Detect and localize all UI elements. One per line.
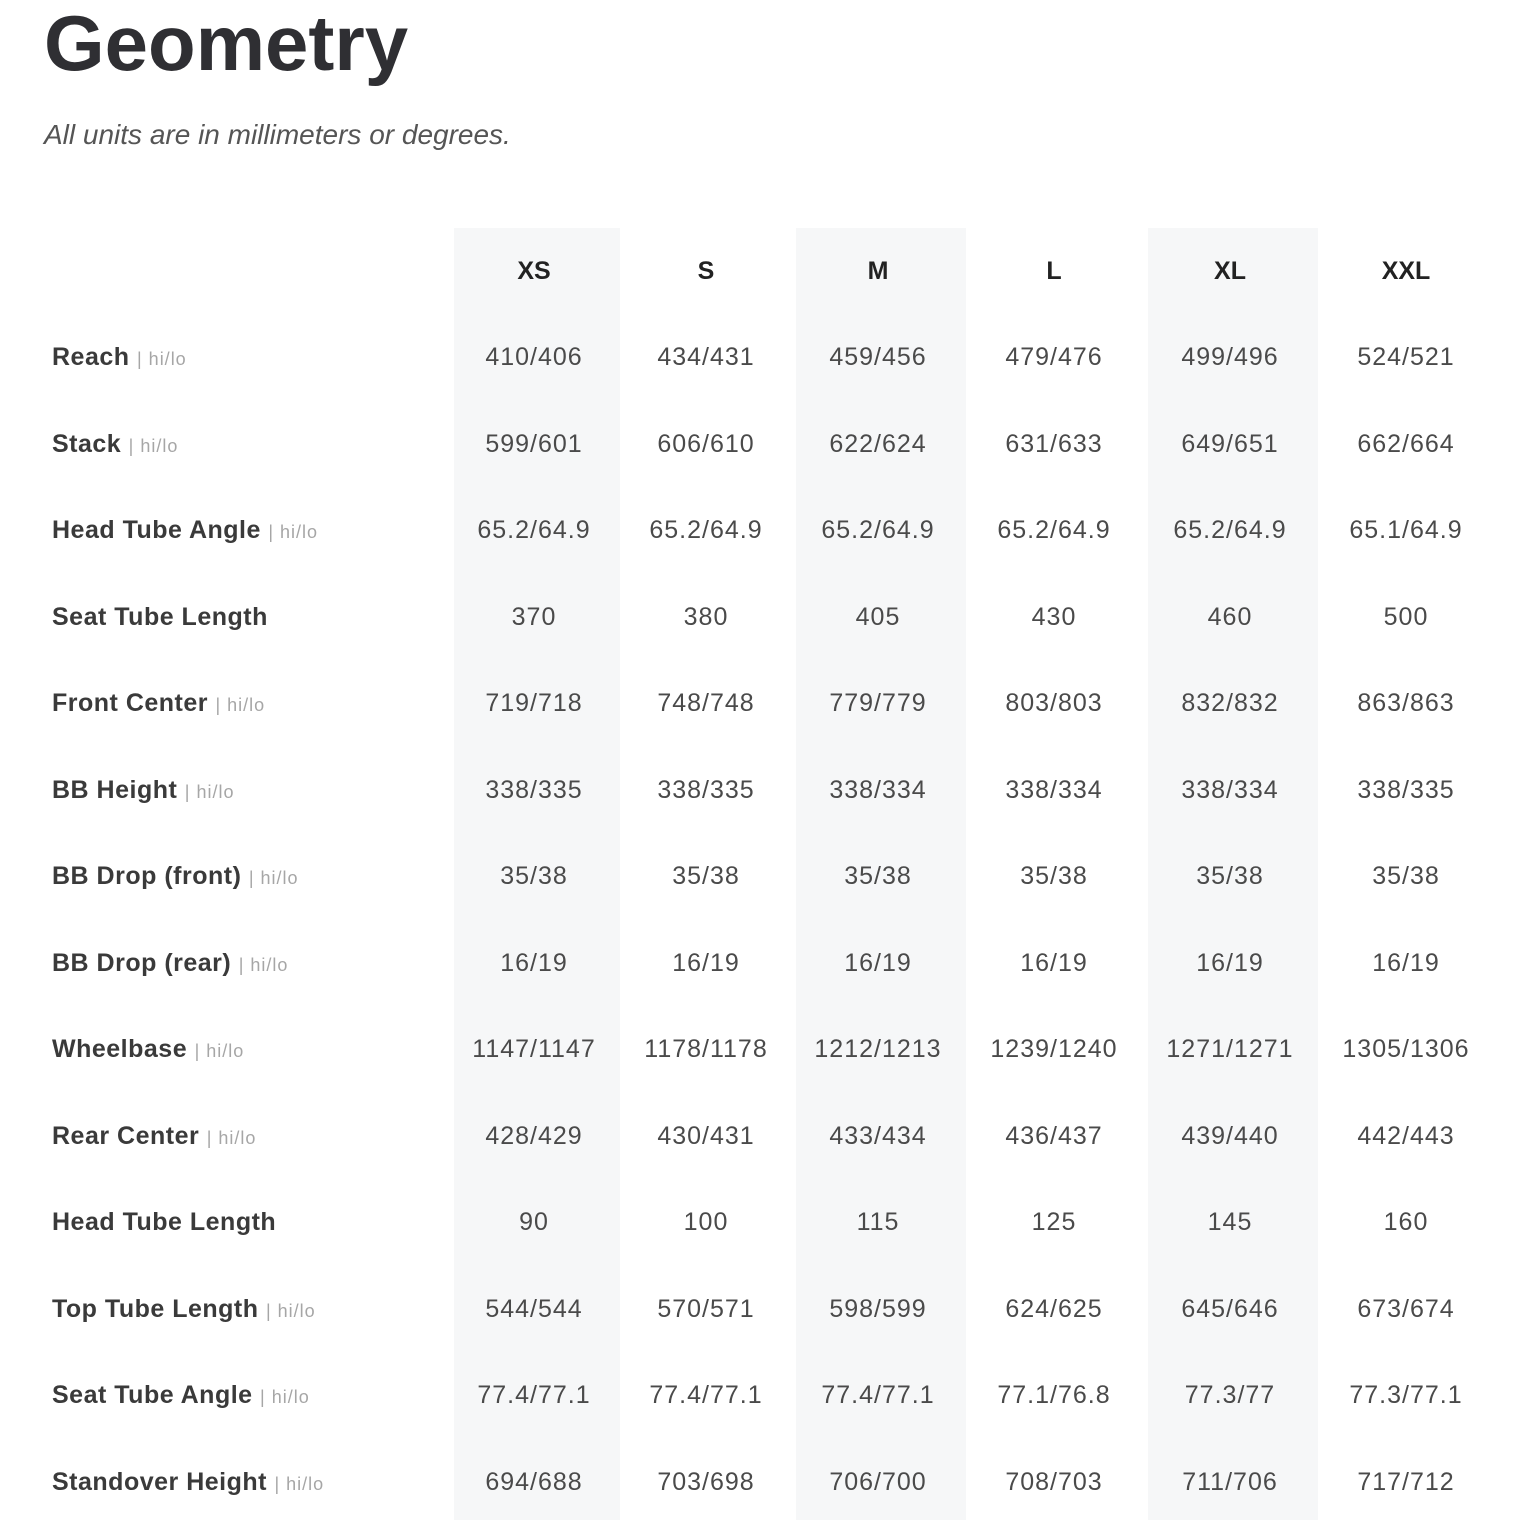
table-cell: 1239/1240 bbox=[990, 1035, 1118, 1063]
table-cell: 77.4/77.1 bbox=[821, 1381, 935, 1409]
table-cell: 694/688 bbox=[485, 1467, 583, 1496]
table-cell: 606/610 bbox=[657, 429, 755, 458]
table-row bbox=[0, 1266, 1520, 1353]
table-cell: 125 bbox=[1031, 1208, 1077, 1236]
row-label-text: BB Drop (rear) bbox=[52, 948, 232, 977]
table-cell: 442/443 bbox=[1357, 1121, 1455, 1150]
row-label bbox=[52, 1093, 256, 1180]
table-cell: 77.3/77 bbox=[1184, 1381, 1276, 1409]
row-label bbox=[52, 833, 299, 920]
table-cell: 460 bbox=[1207, 602, 1253, 631]
table-cell: 16/19 bbox=[1372, 948, 1440, 977]
table-cell: 115 bbox=[856, 1208, 900, 1236]
row-label-suffix: | hi/lo bbox=[128, 435, 179, 456]
row-label bbox=[52, 401, 178, 488]
table-cell: 430 bbox=[1031, 602, 1077, 631]
row-label-suffix: | hi/lo bbox=[268, 522, 319, 542]
table-cell: 863/863 bbox=[1357, 689, 1455, 717]
row-label bbox=[52, 660, 265, 747]
row-label-suffix: | hi/lo bbox=[248, 868, 299, 888]
row-label-text: Standover Height bbox=[52, 1467, 267, 1496]
row-label bbox=[52, 747, 234, 834]
table-cell: 622/624 bbox=[829, 429, 927, 458]
row-label bbox=[52, 1006, 244, 1093]
table-row bbox=[0, 314, 1520, 401]
table-cell: 1212/1213 bbox=[814, 1035, 942, 1063]
table-cell: 524/521 bbox=[1357, 343, 1455, 371]
table-cell: 500 bbox=[1383, 602, 1429, 631]
table-cell: 338/334 bbox=[829, 775, 927, 804]
table-cell: 673/674 bbox=[1357, 1294, 1455, 1323]
table-row bbox=[0, 1093, 1520, 1180]
table-cell: 649/651 bbox=[1181, 429, 1279, 458]
row-label-text: Front Center bbox=[52, 689, 208, 717]
table-cell: 410/406 bbox=[485, 343, 583, 371]
row-label-text: BB Height bbox=[52, 775, 178, 804]
table-cell: 803/803 bbox=[1005, 689, 1103, 717]
table-cell: 77.4/77.1 bbox=[649, 1381, 763, 1409]
table-cell: 35/38 bbox=[672, 862, 740, 890]
table-row bbox=[0, 574, 1520, 661]
row-label-text: Seat Tube Angle bbox=[52, 1381, 253, 1409]
row-label bbox=[52, 574, 268, 661]
table-cell: 77.1/76.8 bbox=[997, 1381, 1111, 1409]
table-cell: 16/19 bbox=[1020, 948, 1088, 977]
table-row bbox=[0, 1352, 1520, 1439]
row-label-suffix: | hi/lo bbox=[194, 1041, 245, 1061]
table-cell: 35/38 bbox=[1020, 862, 1088, 890]
table-cell: 65.2/64.9 bbox=[649, 516, 763, 544]
row-label-text: Wheelbase bbox=[52, 1035, 188, 1063]
table-row bbox=[0, 833, 1520, 920]
table-row bbox=[0, 1179, 1520, 1266]
table-cell: 708/703 bbox=[1005, 1467, 1103, 1496]
table-cell: 338/335 bbox=[657, 775, 755, 804]
row-label-text: Rear Center bbox=[52, 1121, 200, 1150]
table-cell: 380 bbox=[683, 602, 729, 631]
table-row bbox=[0, 1006, 1520, 1093]
row-label-suffix: | hi/lo bbox=[260, 1387, 310, 1407]
table-cell: 338/335 bbox=[485, 775, 583, 804]
table-cell: 1178/1178 bbox=[644, 1035, 768, 1063]
table-cell: 77.4/77.1 bbox=[477, 1381, 591, 1409]
row-label-suffix: | hi/lo bbox=[265, 1300, 316, 1321]
table-cell: 717/712 bbox=[1357, 1467, 1455, 1496]
size-header-xxl: XXL bbox=[1381, 257, 1431, 285]
row-label bbox=[52, 1352, 310, 1439]
table-cell: 631/633 bbox=[1005, 429, 1103, 458]
table-cell: 65.2/64.9 bbox=[997, 516, 1111, 544]
size-header-l: L bbox=[1046, 257, 1062, 285]
size-header-s: S bbox=[697, 257, 715, 285]
table-cell: 35/38 bbox=[500, 862, 568, 890]
table-cell: 338/334 bbox=[1181, 775, 1279, 804]
size-header-m: M bbox=[867, 257, 889, 285]
table-row bbox=[0, 747, 1520, 834]
table-cell: 160 bbox=[1383, 1208, 1429, 1236]
table-cell: 16/19 bbox=[844, 948, 912, 977]
row-label-text: Reach bbox=[52, 343, 130, 371]
table-cell: 599/601 bbox=[485, 429, 583, 458]
row-label-text: Head Tube Length bbox=[52, 1208, 277, 1236]
table-cell: 77.3/77.1 bbox=[1349, 1381, 1463, 1409]
table-cell: 645/646 bbox=[1181, 1294, 1279, 1323]
table-cell: 662/664 bbox=[1357, 429, 1455, 458]
row-label-suffix: | hi/lo bbox=[137, 349, 187, 369]
table-cell: 370 bbox=[511, 602, 557, 631]
table-cell: 624/625 bbox=[1005, 1294, 1103, 1323]
row-label-suffix: | hi/lo bbox=[274, 1473, 325, 1494]
table-cell: 703/698 bbox=[657, 1467, 755, 1496]
table-cell: 479/476 bbox=[1005, 343, 1103, 371]
table-cell: 338/334 bbox=[1005, 775, 1103, 804]
table-row bbox=[0, 1439, 1520, 1526]
table-cell: 65.1/64.9 bbox=[1349, 516, 1463, 544]
row-label-suffix: | hi/lo bbox=[238, 954, 289, 975]
table-cell: 544/544 bbox=[485, 1294, 583, 1323]
row-label-text: Stack bbox=[52, 429, 122, 458]
units-note: All units are in millimeters or degrees. bbox=[44, 119, 511, 150]
table-cell: 65.2/64.9 bbox=[477, 516, 591, 544]
table-cell: 748/748 bbox=[657, 689, 755, 717]
table-cell: 439/440 bbox=[1181, 1121, 1279, 1150]
table-cell: 35/38 bbox=[844, 862, 912, 890]
table-cell: 65.2/64.9 bbox=[1173, 516, 1287, 544]
size-header-xl: XL bbox=[1214, 257, 1246, 285]
table-cell: 428/429 bbox=[485, 1121, 583, 1150]
table-row bbox=[0, 487, 1520, 574]
table-cell: 1147/1147 bbox=[472, 1035, 596, 1063]
table-cell: 598/599 bbox=[829, 1294, 927, 1323]
table-cell: 433/434 bbox=[829, 1121, 927, 1150]
table-cell: 16/19 bbox=[672, 948, 740, 977]
row-label-text: Top Tube Length bbox=[52, 1294, 259, 1323]
table-cell: 436/437 bbox=[1005, 1121, 1103, 1150]
row-label bbox=[52, 1439, 324, 1526]
row-label bbox=[52, 1266, 316, 1353]
table-row bbox=[0, 401, 1520, 488]
size-header-row bbox=[0, 228, 1520, 314]
table-cell: 405 bbox=[855, 602, 901, 631]
row-label-text: Seat Tube Length bbox=[52, 602, 268, 631]
table-row bbox=[0, 660, 1520, 747]
table-cell: 570/571 bbox=[657, 1294, 755, 1323]
size-header-xs: XS bbox=[517, 257, 551, 285]
row-label bbox=[52, 314, 187, 401]
table-cell: 65.2/64.9 bbox=[821, 516, 935, 544]
table-cell: 35/38 bbox=[1196, 862, 1264, 890]
table-cell: 719/718 bbox=[485, 689, 583, 717]
row-label-text: Head Tube Angle bbox=[52, 516, 261, 544]
table-cell: 16/19 bbox=[1196, 948, 1264, 977]
row-label-suffix: | hi/lo bbox=[206, 1127, 257, 1148]
row-label bbox=[52, 920, 288, 1007]
table-row bbox=[0, 920, 1520, 1007]
table-cell: 459/456 bbox=[829, 343, 927, 371]
row-label-suffix: | hi/lo bbox=[184, 781, 235, 802]
row-label-suffix: | hi/lo bbox=[215, 695, 266, 715]
table-cell: 832/832 bbox=[1181, 689, 1279, 717]
table-cell: 100 bbox=[683, 1208, 729, 1236]
table-cell: 145 bbox=[1207, 1208, 1253, 1236]
row-label-text: BB Drop (front) bbox=[52, 862, 242, 890]
table-cell: 430/431 bbox=[657, 1121, 755, 1150]
table-cell: 1271/1271 bbox=[1166, 1035, 1294, 1063]
table-cell: 779/779 bbox=[829, 689, 927, 717]
table-cell: 35/38 bbox=[1372, 862, 1440, 890]
row-label bbox=[52, 487, 318, 574]
row-label bbox=[52, 1179, 276, 1266]
table-cell: 338/335 bbox=[1357, 775, 1455, 804]
table-cell: 434/431 bbox=[657, 343, 755, 371]
table-cell: 711/706 bbox=[1182, 1467, 1278, 1496]
table-cell: 1305/1306 bbox=[1342, 1035, 1470, 1063]
table-cell: 499/496 bbox=[1181, 343, 1279, 371]
table-cell: 16/19 bbox=[500, 948, 568, 977]
page-title: Geometry bbox=[44, 0, 409, 87]
table-cell: 90 bbox=[519, 1208, 549, 1236]
table-cell: 706/700 bbox=[829, 1467, 927, 1496]
